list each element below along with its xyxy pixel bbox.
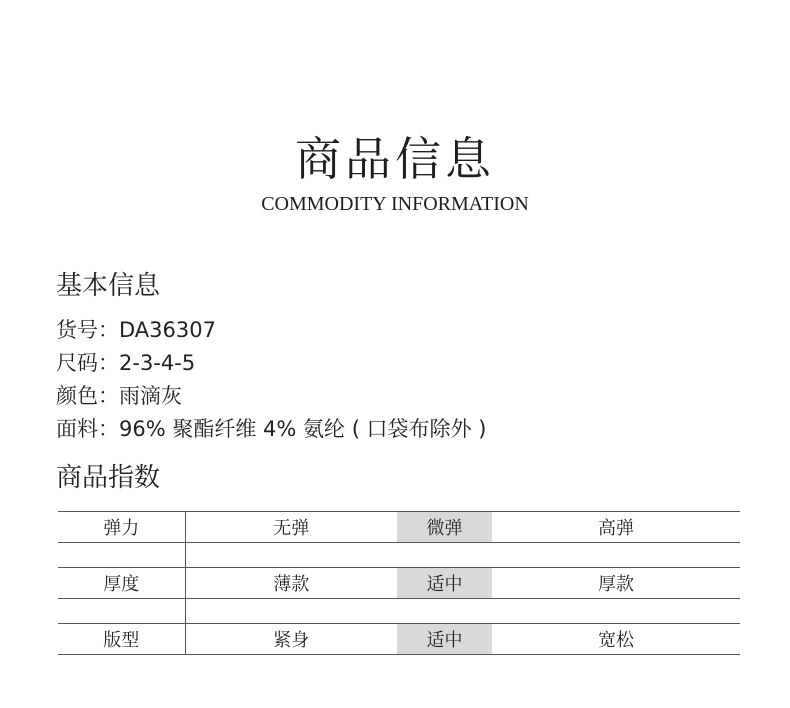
index-option: 厚款 — [492, 568, 740, 599]
title-cn: 商品信息 — [295, 132, 495, 186]
index-row-label: 弹力 — [58, 512, 185, 543]
info-line-fabric: 面料：96% 聚酯纤维 4% 氨纶 ( 口袋布除外 ) — [56, 417, 487, 441]
index-row-label: 厚度 — [58, 568, 185, 599]
index-option: 无弹 — [185, 512, 397, 543]
title-en: COMMODITY INFORMATION — [261, 193, 529, 215]
index-spacer-row — [58, 543, 740, 568]
index-option: 宽松 — [492, 624, 740, 655]
index-row-thickness — [58, 568, 740, 599]
info-line-item-number: 货号：DA36307 — [56, 318, 216, 342]
spacer-cell — [185, 599, 740, 624]
spacer-cell — [185, 543, 740, 568]
index-row-label: 版型 — [58, 624, 185, 655]
spacer-cell — [58, 599, 185, 624]
index-option-selected: 适中 — [397, 568, 492, 599]
index-option: 紧身 — [185, 624, 397, 655]
index-row-fit — [58, 624, 740, 655]
product-index-table — [58, 511, 740, 655]
index-option-selected: 适中 — [397, 624, 492, 655]
index-spacer-row — [58, 599, 740, 624]
product-index-heading: 商品指数 — [56, 463, 161, 493]
basic-info-heading: 基本信息 — [56, 271, 161, 301]
index-option: 薄款 — [185, 568, 397, 599]
index-option: 高弹 — [492, 512, 740, 543]
info-line-color: 颜色：雨滴灰 — [56, 384, 182, 408]
info-line-size: 尺码：2-3-4-5 — [56, 351, 196, 375]
spacer-cell — [58, 543, 185, 568]
index-row-elasticity — [58, 512, 740, 543]
index-option-selected: 微弹 — [397, 512, 492, 543]
